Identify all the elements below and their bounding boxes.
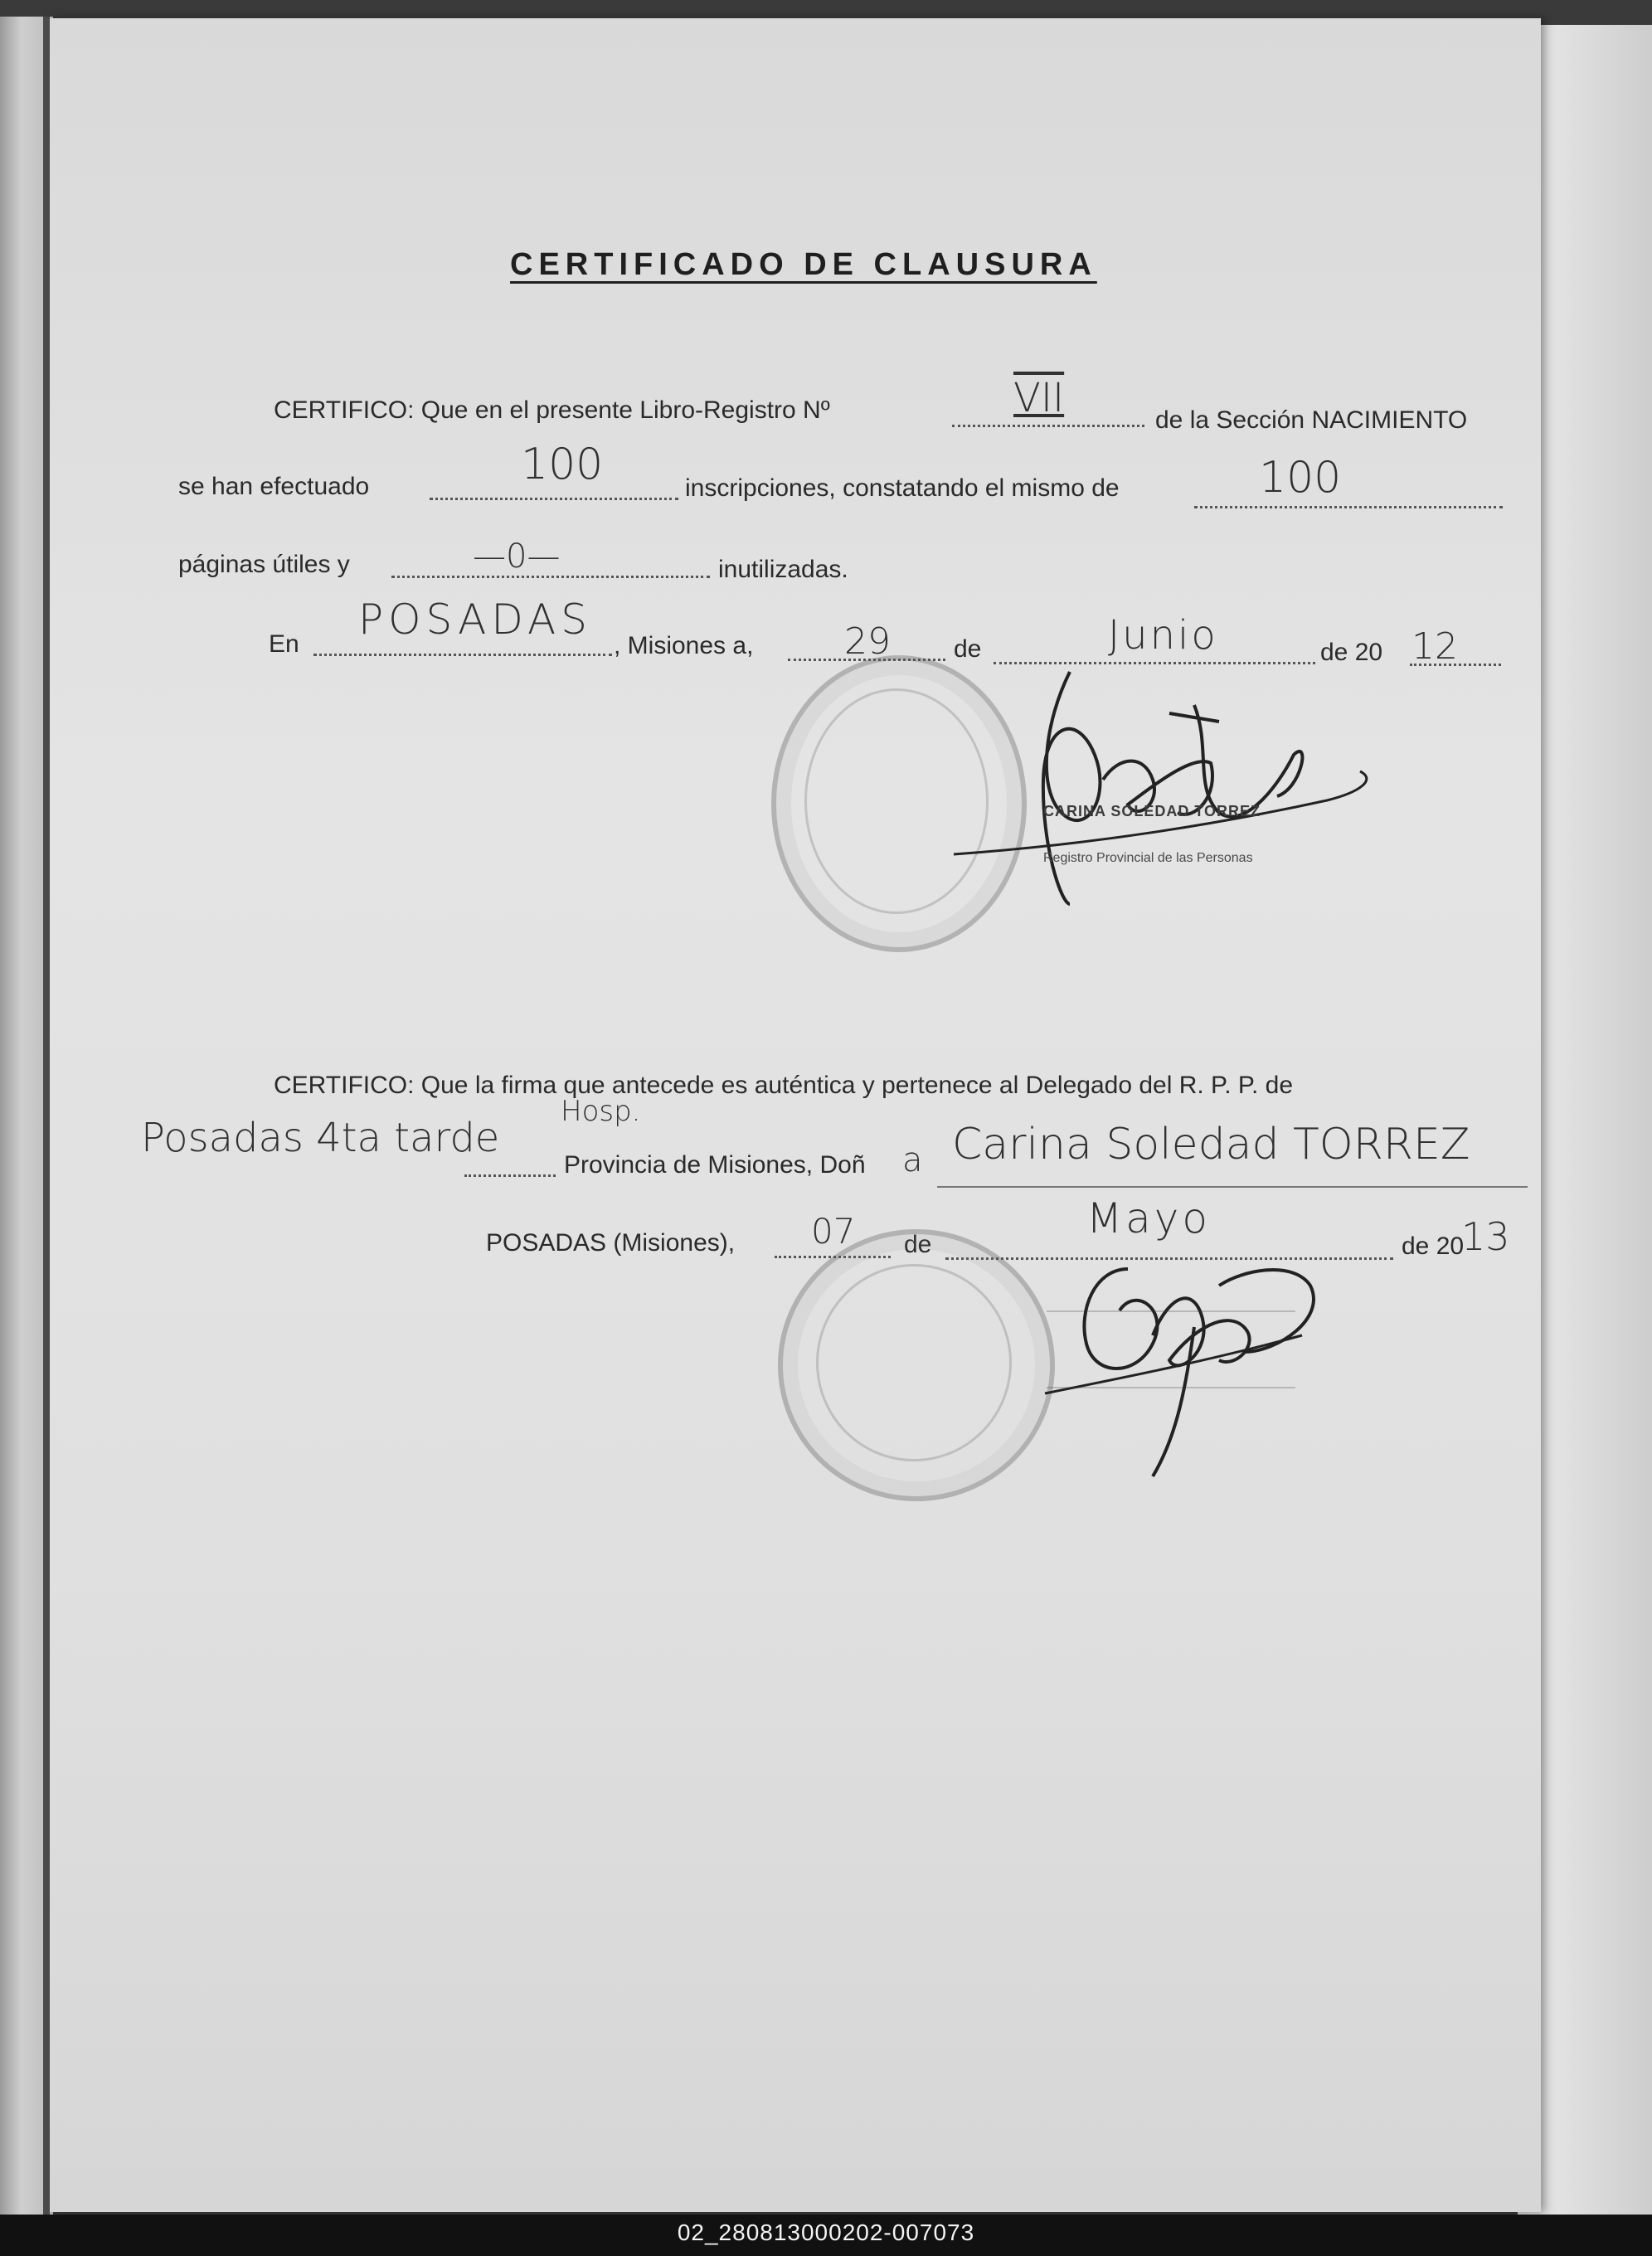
handwritten-lugar: POSADAS	[358, 596, 592, 644]
handwritten-don-suffix: a	[902, 1141, 923, 1179]
handwritten-delegacion: Posadas 4ta tarde	[141, 1115, 500, 1161]
p2-line3-text-a: POSADAS (Misiones),	[486, 1229, 736, 1257]
p1-line4-text-b: , Misiones a,	[614, 632, 754, 659]
certificate-title: CERTIFICADO DE CLAUSURA	[510, 247, 1097, 282]
p1-line1-text-a: CERTIFICO: Que en el presente Libro-Registro Nº	[274, 396, 830, 424]
seal-1-subtitle: Registro Provincial de las Personas	[1043, 851, 1253, 865]
dotted-field-libro	[952, 425, 1144, 427]
handwritten-delegacion-extra: Hosp.	[561, 1095, 641, 1128]
dotted-field-lugar	[313, 654, 612, 656]
p1-line4-text-a: En	[269, 630, 299, 658]
p1-line2-text-b: inscripciones, constatando el mismo de	[685, 474, 1120, 502]
p1-line1-text-b: de la Sección NACIMIENTO	[1155, 406, 1468, 434]
p2-line3-text-c: de 20	[1402, 1233, 1465, 1260]
handwritten-mes-1: Junio	[1108, 612, 1218, 659]
handwritten-dia-2: 07	[811, 1211, 856, 1252]
p1-line2-text-a: se han efectuado	[178, 473, 370, 500]
handwritten-anio-2: 13	[1461, 1214, 1510, 1259]
handwritten-inscripciones: 100	[521, 440, 604, 489]
p2-line2-text: Provincia de Misiones, Doñ	[564, 1151, 866, 1179]
p1-line3-text-a: páginas útiles y	[178, 551, 350, 578]
handwritten-paginas-utiles: 100	[1259, 453, 1342, 503]
book-spine	[43, 17, 50, 2215]
signature-1	[945, 655, 1393, 921]
handwritten-nombre: Carina Soledad TORREZ	[952, 1120, 1470, 1169]
image-id-label: 02_280813000202-007073	[677, 2220, 975, 2245]
official-seal-stamp-2-inner	[816, 1264, 1012, 1461]
dotted-field-delegacion	[464, 1174, 556, 1177]
p2-line3-text-b: de	[904, 1231, 932, 1258]
handwritten-libro-numero: VII	[1013, 375, 1065, 421]
signature-line-nombre	[937, 1186, 1528, 1188]
dotted-field-inutilizadas	[391, 576, 710, 578]
p1-line4-text-d: de 20	[1320, 639, 1383, 666]
p2-line1-text: CERTIFICO: Que la firma que antecede es auténtica y pertenece al Delegado del R. P. P. de	[274, 1072, 1294, 1099]
p1-line3-text-b: inutilizadas.	[718, 556, 848, 583]
handwritten-dia-1: 29	[844, 620, 891, 663]
handwritten-inutilizadas: —0—	[473, 537, 561, 576]
dotted-field-paginas	[1194, 506, 1503, 508]
dotted-field-inscripciones	[430, 498, 678, 500]
handwritten-anio-1: 12	[1411, 625, 1458, 668]
seal-2-faint-text-block	[1047, 1310, 1295, 1388]
handwritten-mes-2: Mayo	[1086, 1194, 1211, 1242]
p1-line4-text-c: de	[954, 635, 982, 663]
seal-1-name: CARINA SOLEDAD TORREZ	[1043, 803, 1261, 819]
